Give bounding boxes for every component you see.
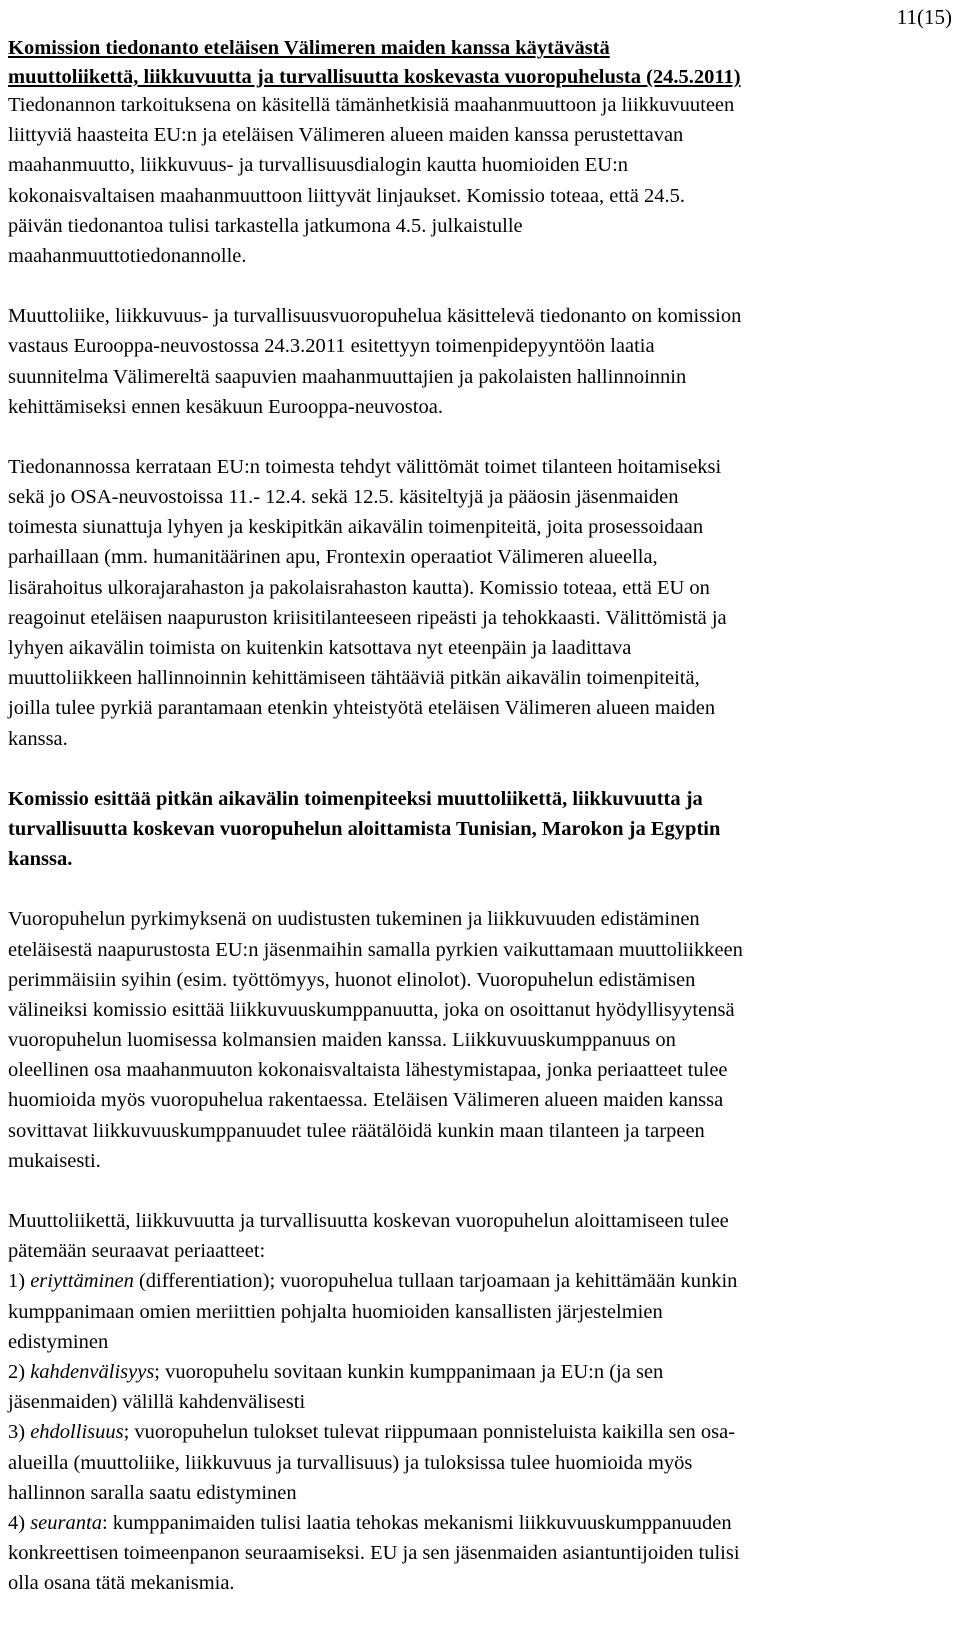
paragraph-dialogue (8, 904, 956, 1176)
text-line: joilla tulee pyrkiä parantamaan etenkin yhteistyötä eteläisen Välimeren alueen maiden (8, 697, 716, 720)
paragraph-gap (8, 271, 956, 301)
text-line: perimmäisiin syihin (esim. työttömyys, huonot elinolot). Vuoropuhelun edistämisen (8, 968, 696, 991)
text-line: Muuttoliikettä, liikkuvuutta ja turvallisuutta koskevan vuoropuhelun aloittamiseen tulee (8, 1210, 729, 1232)
principle-term: ehdollisuus (30, 1421, 124, 1444)
text-line: turvallisuutta koskevan vuoropuhelun aloittamista Tunisian, Marokon ja Egyptin (8, 817, 721, 840)
text-line: eteläisestä naapurustosta EU:n jäsenmaihin samalla pyrkien vaikuttamaan muuttoliikkeen (8, 938, 743, 961)
paragraph-proposal (8, 784, 956, 875)
principle-number: 1) (8, 1270, 31, 1293)
paragraph-gap (8, 754, 956, 784)
text-line: välineiksi komissio esittää liikkuvuuskumppanuutta, joka on osoittanut hyödyllisyytensä (8, 998, 735, 1021)
text-line: konkreettisen toimeenpanon seuraamiseksi. EU ja sen jäsenmaiden asiantuntijoiden tulisi (8, 1542, 740, 1565)
text-line: maahanmuuttotiedonannolle. (8, 244, 247, 267)
page-number: 11(15) (896, 5, 952, 29)
text-line: maahanmuutto, liikkuvuus- ja turvallisuusdialogin kautta huomioiden EU:n (8, 154, 629, 177)
text-line: kanssa. (8, 727, 68, 750)
text-line: alueilla (muuttoliike, liikkuvuus ja turvallisuus) ja tuloksissa tulee huomioida myös (8, 1451, 693, 1474)
principle-item (8, 1508, 956, 1599)
document-title (8, 34, 948, 92)
principle-first-line (8, 1417, 956, 1447)
text-line: kumppanimaan omien meriittien pohjalta huomioiden kansallisten järjestelmien (8, 1300, 663, 1323)
text-line: mukaisesti. (8, 1149, 101, 1172)
principle-term: kahdenvälisyys (30, 1360, 155, 1383)
text-line: vastaus Eurooppa-neuvostossa 24.3.2011 esitettyyn toimenpidepyyntöön laatia (8, 335, 655, 358)
title-line: muuttoliikettä, liikkuvuutta ja turvallisuutta koskevasta vuoropuhelusta (24.5.2011) (8, 66, 741, 88)
paragraph-gap (8, 1176, 956, 1206)
principle-term: seuranta (30, 1511, 102, 1534)
principle-number: 2) (8, 1360, 31, 1383)
text-line: Tiedonannon tarkoituksena on käsitellä tämänhetkisiä maahanmuuttoon ja liikkuvuuteen (8, 94, 735, 116)
principle-item (8, 1266, 956, 1357)
text-line: liittyviä haasteita EU:n ja eteläisen Välimeren alueen maiden kanssa perustettavan (8, 124, 684, 147)
text-line: Tiedonannossa kerrataan EU:n toimesta tehdyt välittömät toimet tilanteen hoitamiseksi (8, 455, 722, 478)
text-line: huomioida myös vuoropuhelua rakentaessa. Eteläisen Välimeren alueen maiden kanssa (8, 1089, 724, 1112)
text-line: lisärahoitus ulkorajarahaston ja pakolaisrahaston kautta). Komissio toteaa, että EU on (8, 576, 710, 599)
document-body (8, 90, 956, 1598)
text-line: kanssa. (8, 848, 73, 871)
principle-first-line (8, 1266, 956, 1296)
text-line: vuoropuhelun luomisessa kolmansien maiden kanssa. Liikkuvuuskumppanuus on (8, 1029, 676, 1052)
text-line: lyhyen aikavälin toimista on kuitenkin katsottava nyt eteenpäin ja laadittava (8, 637, 632, 659)
paragraph-gap (8, 874, 956, 904)
principle-text: : kumppanimaiden tulisi laatia tehokas mekanismi liikkuvuuskumppanuuden (101, 1511, 732, 1534)
text-line: edistyminen (8, 1330, 109, 1353)
text-line: muuttoliikkeen hallinnoinnin kehittämiseen tähtääviä pitkän aikavälin toimenpiteitä, (8, 667, 700, 690)
text-line: päivän tiedonantoa tulisi tarkastella jatkumona 4.5. julkaistulle (8, 214, 523, 237)
text-line: suunnitelma Välimereltä saapuvien maahanmuuttajien ja pakolaisten hallinnoinnin (8, 365, 687, 388)
text-line: parhaillaan (mm. humanitäärinen apu, Frontexin operaatiot Välimeren alueella, (8, 546, 658, 569)
text-line: Komissio esittää pitkän aikavälin toimenpiteeksi muuttoliikettä, liikkuvuutta ja (8, 787, 703, 810)
principle-first-line (8, 1508, 956, 1538)
principle-text: (differentiation); vuoropuhelua tullaan tarjoamaan ja kehittämään kunkin (133, 1270, 738, 1293)
text-line: pätemään seuraavat periaatteet: (8, 1240, 266, 1263)
principle-item (8, 1357, 956, 1417)
principle-number: 4) (8, 1511, 31, 1534)
paragraph-principles (8, 1206, 956, 1598)
paragraph-purpose (8, 90, 956, 271)
principle-text: ; vuoropuhelu sovitaan kunkin kumppanimaan ja EU:n (ja sen (154, 1360, 664, 1383)
principle-text: ; vuoropuhelun tulokset tulevat riippumaan ponnisteluista kaikilla sen osa- (123, 1421, 736, 1444)
text-line: kokonaisvaltaisen maahanmuuttoon liittyvät linjaukset. Komissio toteaa, että 24.5. (8, 184, 685, 207)
text-line: sekä jo OSA-neuvostoissa 11.- 12.4. sekä 12.5. käsiteltyjä ja pääosin jäsenmaiden (8, 486, 679, 509)
text-line: toimesta siunattuja lyhyen ja keskipitkän aikavälin toimenpiteitä, joita prosessoidaan (8, 516, 704, 539)
paragraph-gap (8, 422, 956, 452)
text-line: sovittavat liikkuvuuskumppanuudet tulee räätälöidä kunkin maan tilanteen ja tarpeen (8, 1119, 705, 1142)
principle-item (8, 1417, 956, 1508)
principle-first-line (8, 1357, 956, 1387)
paragraph-measures (8, 452, 956, 754)
text-line: Muuttoliike, liikkuvuus- ja turvallisuusvuoropuhelua käsittelevä tiedonanto on komission (8, 305, 742, 328)
text-line: reagoinut eteläisen naapuruston kriisitilanteeseen ripeästi ja tehokkaasti. Välittömistä ja (8, 606, 727, 629)
text-line: oleellinen osa maahanmuuton kokonaisvaltaista lähestymistapaa, jonka periaatteet tulee (8, 1059, 728, 1082)
principle-term: eriyttäminen (30, 1270, 134, 1293)
paragraph-response (8, 301, 956, 422)
principle-number: 3) (8, 1421, 31, 1444)
title-line: Komission tiedonanto eteläisen Välimeren maiden kanssa käytävästä (8, 37, 610, 59)
text-line: olla osana tätä mekanismia. (8, 1572, 235, 1595)
text-line: hallinnon saralla saatu edistyminen (8, 1481, 297, 1504)
text-line: Vuoropuhelun pyrkimyksenä on uudistusten tukeminen ja liikkuvuuden edistäminen (8, 908, 700, 931)
text-line: jäsenmaiden) välillä kahdenvälisesti (8, 1391, 306, 1414)
text-line: kehittämiseksi ennen kesäkuun Eurooppa-neuvostoa. (8, 395, 443, 418)
